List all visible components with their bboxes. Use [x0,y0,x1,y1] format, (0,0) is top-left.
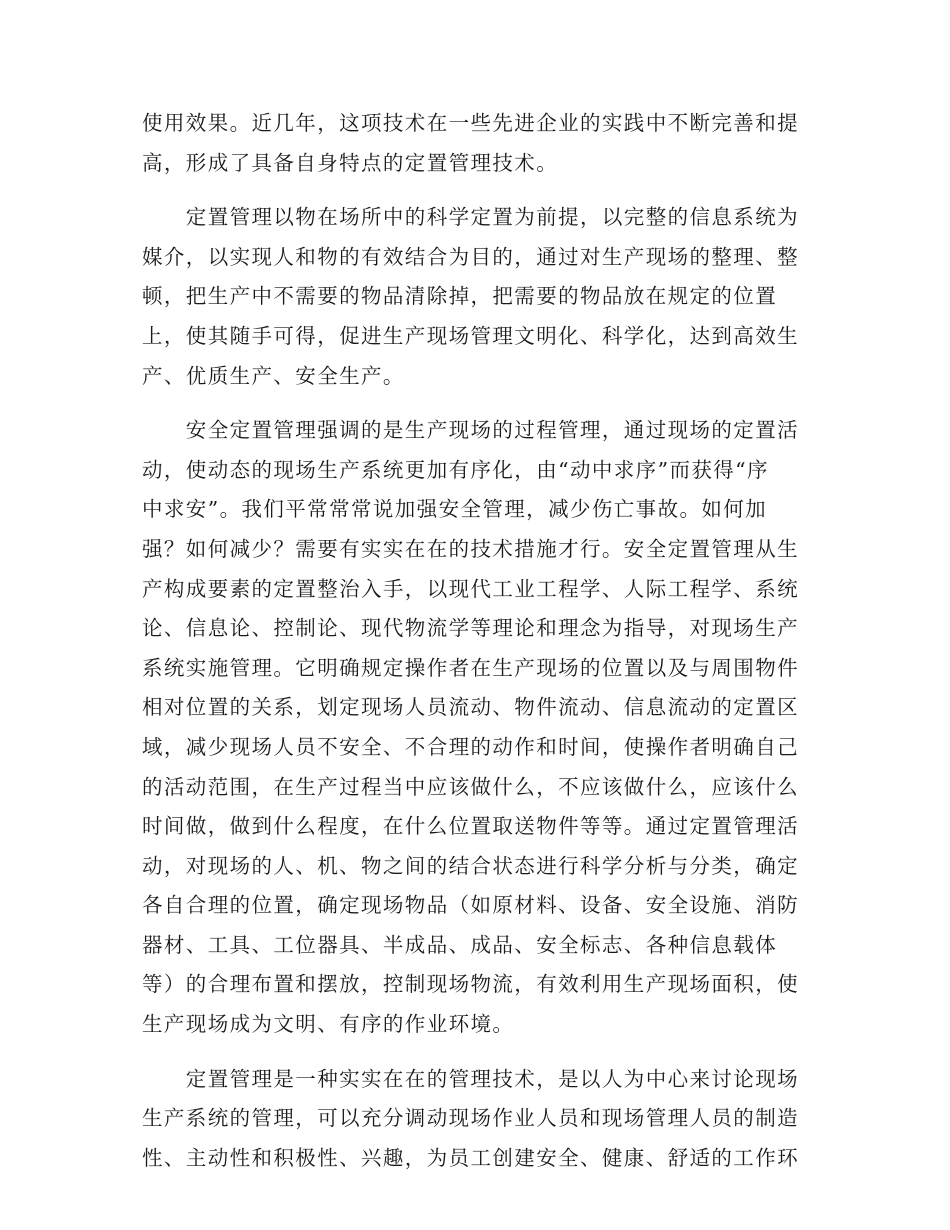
text-line: 性、主动性和积极性、兴趣，为员工创建安全、健康、舒适的工作环 [142,1145,799,1170]
text-line: 上，使其随手可得，促进生产现场管理文明化、科学化，达到高效生 [142,323,799,348]
text-line: 器材、工具、工位器具、半成品、成品、安全标志、各种信息载体 [142,932,778,957]
text-line: 动，使动态的现场生产系统更加有序化，由“动中求序”而获得“序 [142,457,769,482]
text-line: 产构成要素的定置整治入手，以现代工业工程学、人际工程学、系统 [142,576,799,601]
text-line: 各自合理的位置，确定现场物品（如原材料、设备、安全设施、消防 [142,893,799,918]
text-line: 中求安”。我们平常常常说加强安全管理，减少伤亡事故。如何加 [142,497,768,522]
text-line: 时间做，做到什么程度，在什么位置取送物件等等。通过定置管理活 [142,814,799,839]
text-line: 安全定置管理强调的是生产现场的过程管理，通过现场的定置活 [142,418,799,443]
text-line: 等）的合理布置和摆放，控制现场物流，有效利用生产现场面积，使 [142,972,799,997]
text-line: 媒介，以实现人和物的有效结合为目的，通过对生产现场的整理、整 [142,244,799,269]
text-line: 系统实施管理。它明确规定操作者在生产现场的位置以及与周围物件 [142,655,799,680]
text-line: 域，减少现场人员不安全、不合理的动作和时间，使操作者明确自己 [142,734,799,759]
text-line: 定置管理是一种实实在在的管理技术，是以人为中心来讨论现场 [142,1066,799,1091]
text-line: 定置管理以物在场所中的科学定置为前提，以完整的信息系统为 [142,205,799,230]
text-line: 生产现场成为文明、有序的作业环境。 [142,1012,515,1037]
paragraph-3 [142,411,802,1045]
paragraph-2 [142,198,802,396]
text-line: 动，对现场的人、机、物之间的结合状态进行科学分析与分类，确定 [142,853,799,878]
text-line: 高，形成了具备自身特点的定置管理技术。 [142,150,559,175]
document-body [142,104,802,1193]
text-line: 生产系统的管理，可以充分调动现场作业人员和现场管理人员的制造 [142,1106,799,1131]
paragraph-4 [142,1060,802,1179]
text-line: 使用效果。近几年，这项技术在一些先进企业的实践中不断完善和提 [142,111,799,135]
text-line: 顿，把生产中不需要的物品清除掉，把需要的物品放在规定的位置 [142,284,778,309]
text-line: 强？如何减少？需要有实实在在的技术措施才行。安全定置管理从生 [142,536,799,561]
text-line: 的活动范围，在生产过程当中应该做什么，不应该做什么，应该什么 [142,774,799,799]
text-line: 相对位置的关系，划定现场人员流动、物件流动、信息流动的定置区 [142,695,799,720]
text-line: 产、优质生产、安全生产。 [142,363,405,388]
text-line: 论、信息论、控制论、现代物流学等理论和理念为指导，对现场生产 [142,616,799,641]
paragraph-1 [142,104,802,183]
